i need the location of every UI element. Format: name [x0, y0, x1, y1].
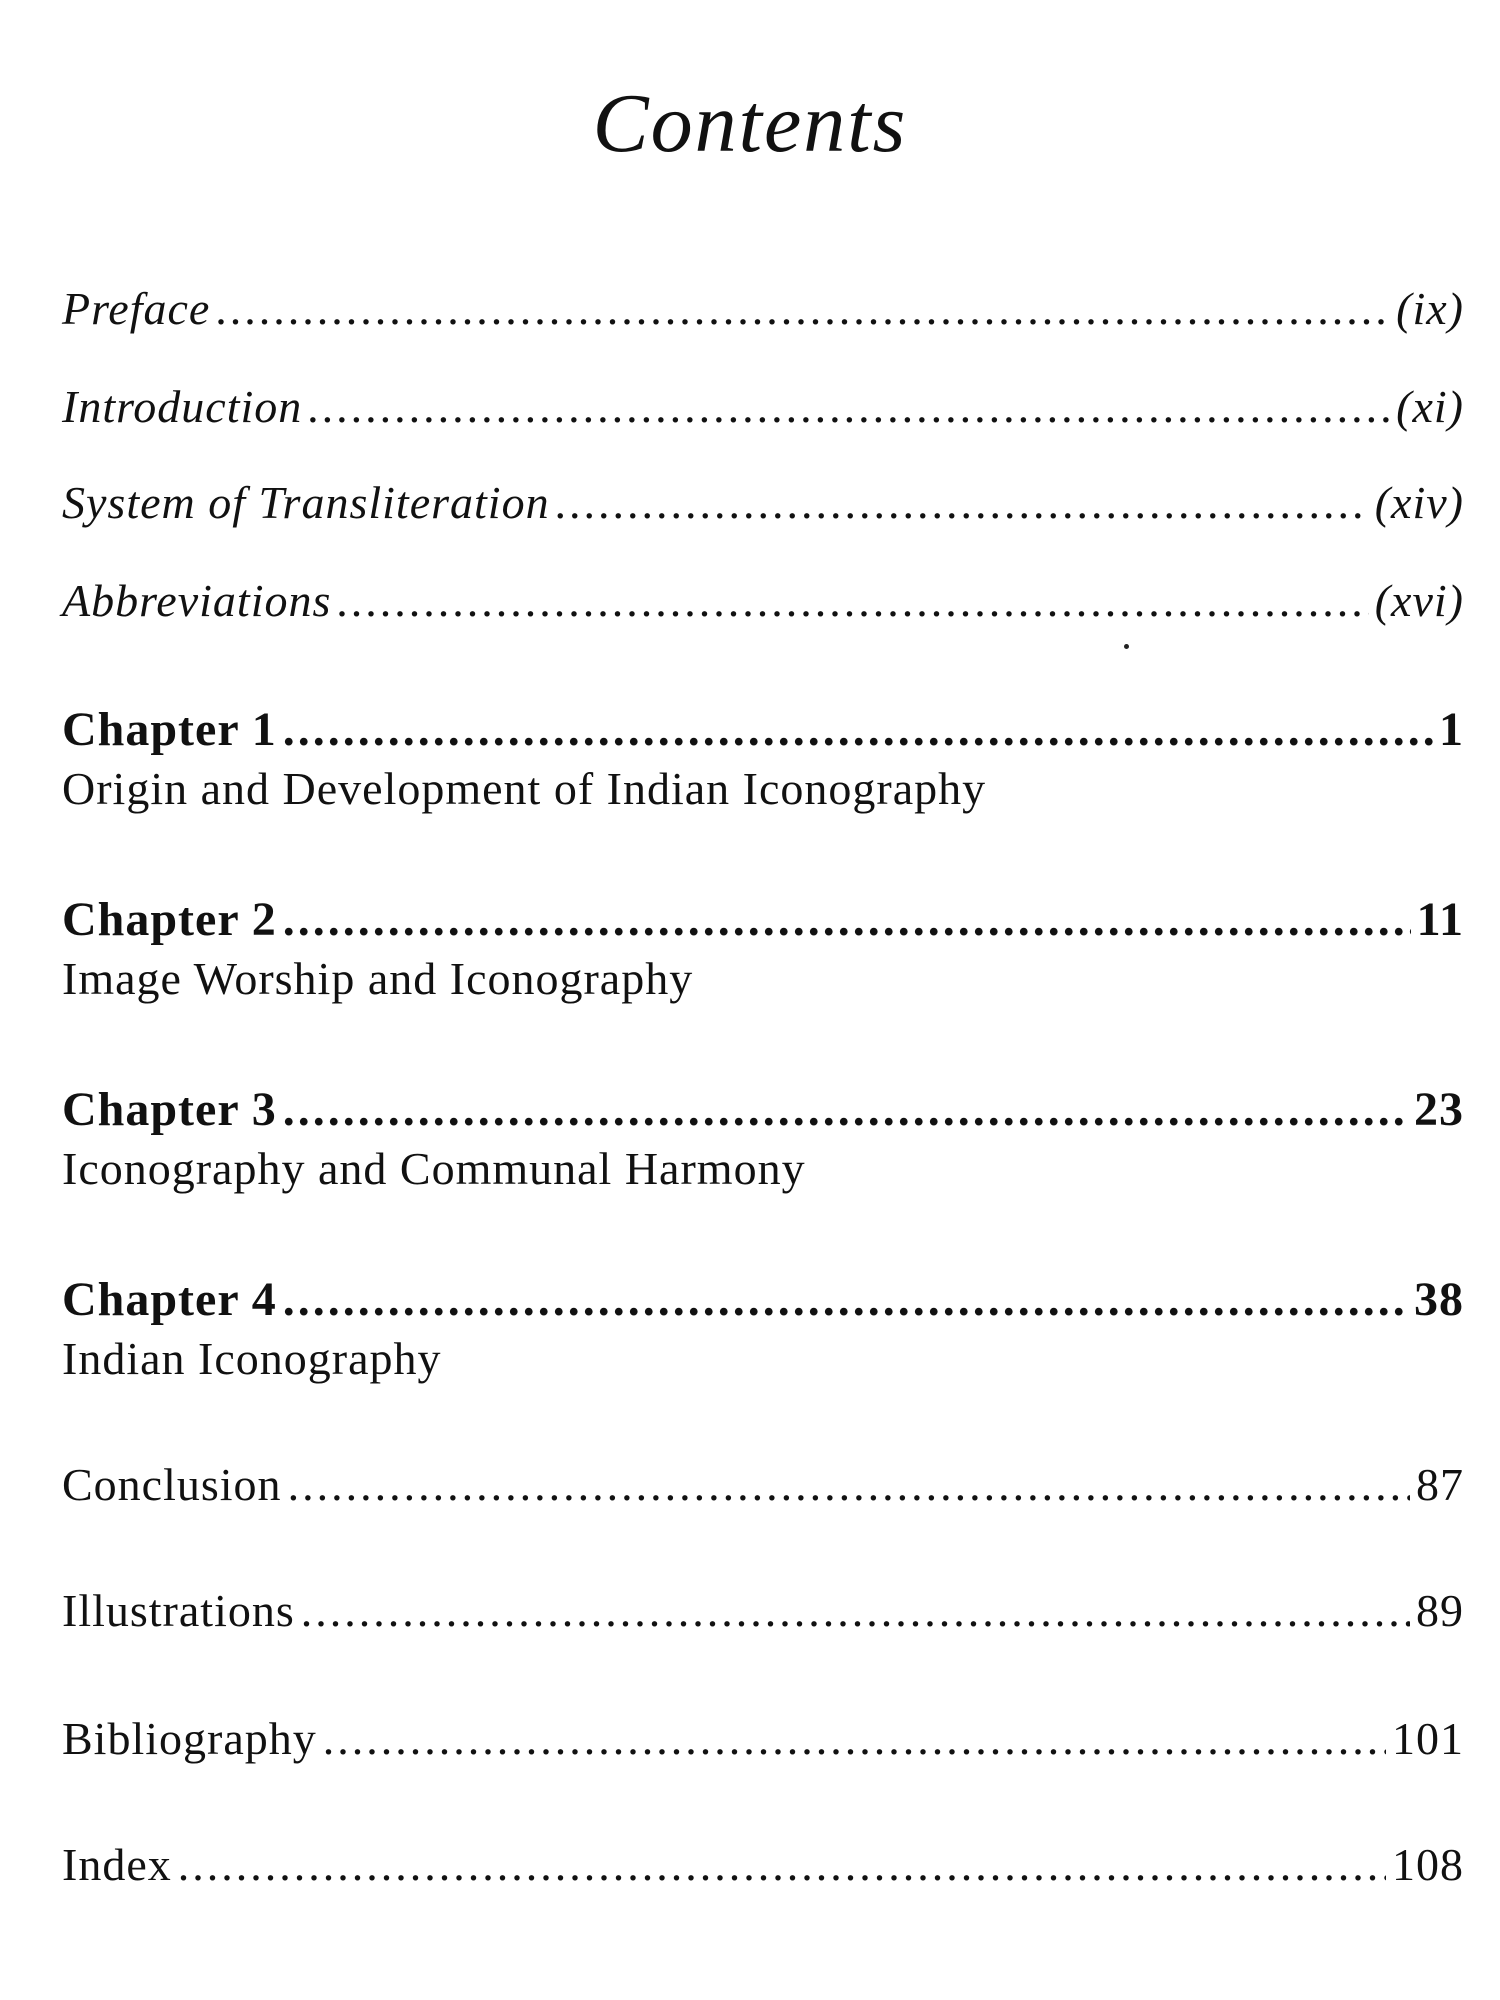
chapter-3-subtitle: Iconography and Communal Harmony [62, 1143, 806, 1194]
dot-leader [216, 282, 1390, 335]
toc-entry-page: 101 [1392, 1713, 1464, 1764]
toc-entry-label: Preface [62, 283, 211, 334]
toc-entry-label: Illustrations [62, 1585, 295, 1636]
toc-entry-label: Index [62, 1839, 172, 1890]
dot-leader [308, 380, 1390, 433]
dot-leader [288, 1458, 1410, 1511]
toc-entry-index[interactable] [62, 1838, 1464, 1891]
toc-entry-page: 11 [1416, 893, 1464, 946]
dot-leader [323, 1712, 1386, 1765]
chapter-4-subtitle: Indian Iconography [62, 1333, 442, 1384]
toc-entry-page: 23 [1414, 1083, 1464, 1136]
dot-leader [283, 702, 1433, 757]
toc-entry-page: (ix) [1396, 283, 1464, 334]
toc-entry-page: (xi) [1396, 381, 1464, 432]
toc-entry-page: (xvi) [1374, 575, 1464, 626]
toc-entry-page: 89 [1416, 1585, 1464, 1636]
toc-entry-page: 38 [1414, 1273, 1464, 1326]
toc-entry-conclusion[interactable] [62, 1458, 1464, 1511]
chapter-2-subtitle: Image Worship and Iconography [62, 953, 694, 1004]
toc-entry-system-of-transliteration[interactable] [62, 476, 1464, 529]
dot-leader [556, 476, 1369, 529]
dot-leader [283, 1272, 1408, 1327]
chapter-1-subtitle: Origin and Development of Indian Iconography [62, 763, 987, 814]
toc-entry-label: System of Transliteration [62, 477, 550, 528]
toc-entry-introduction[interactable] [62, 380, 1464, 433]
page-title: Contents [592, 77, 908, 170]
toc-entry-label: Chapter 2 [62, 893, 277, 946]
dot-leader [337, 574, 1368, 627]
toc-entry-chapter-4[interactable] [62, 1272, 1464, 1327]
toc-entry-label: Abbreviations [62, 575, 332, 626]
toc-entry-page: 87 [1416, 1459, 1464, 1510]
toc-entry-chapter-1[interactable] [62, 702, 1464, 757]
dot-leader [301, 1584, 1410, 1637]
toc-entry-abbreviations[interactable] [62, 574, 1464, 627]
toc-entry-illustrations[interactable] [62, 1584, 1464, 1637]
toc-entry-page: 1 [1439, 703, 1464, 756]
toc-entry-preface[interactable] [62, 282, 1464, 335]
toc-entry-bibliography[interactable] [62, 1712, 1464, 1765]
dot-leader [283, 1082, 1408, 1137]
toc-entry-chapter-3[interactable] [62, 1082, 1464, 1137]
dot-leader [178, 1838, 1386, 1891]
print-speck [1124, 644, 1129, 649]
toc-entry-label: Introduction [62, 381, 303, 432]
toc-entry-page: 108 [1392, 1839, 1464, 1890]
toc-entry-label: Chapter 1 [62, 703, 277, 756]
toc-entry-chapter-2[interactable] [62, 892, 1464, 947]
toc-entry-label: Conclusion [62, 1459, 282, 1510]
toc-entry-page: (xiv) [1374, 477, 1464, 528]
toc-entry-label: Chapter 3 [62, 1083, 277, 1136]
toc-entry-label: Chapter 4 [62, 1273, 277, 1326]
dot-leader [283, 892, 1411, 947]
toc-entry-label: Bibliography [62, 1713, 317, 1764]
